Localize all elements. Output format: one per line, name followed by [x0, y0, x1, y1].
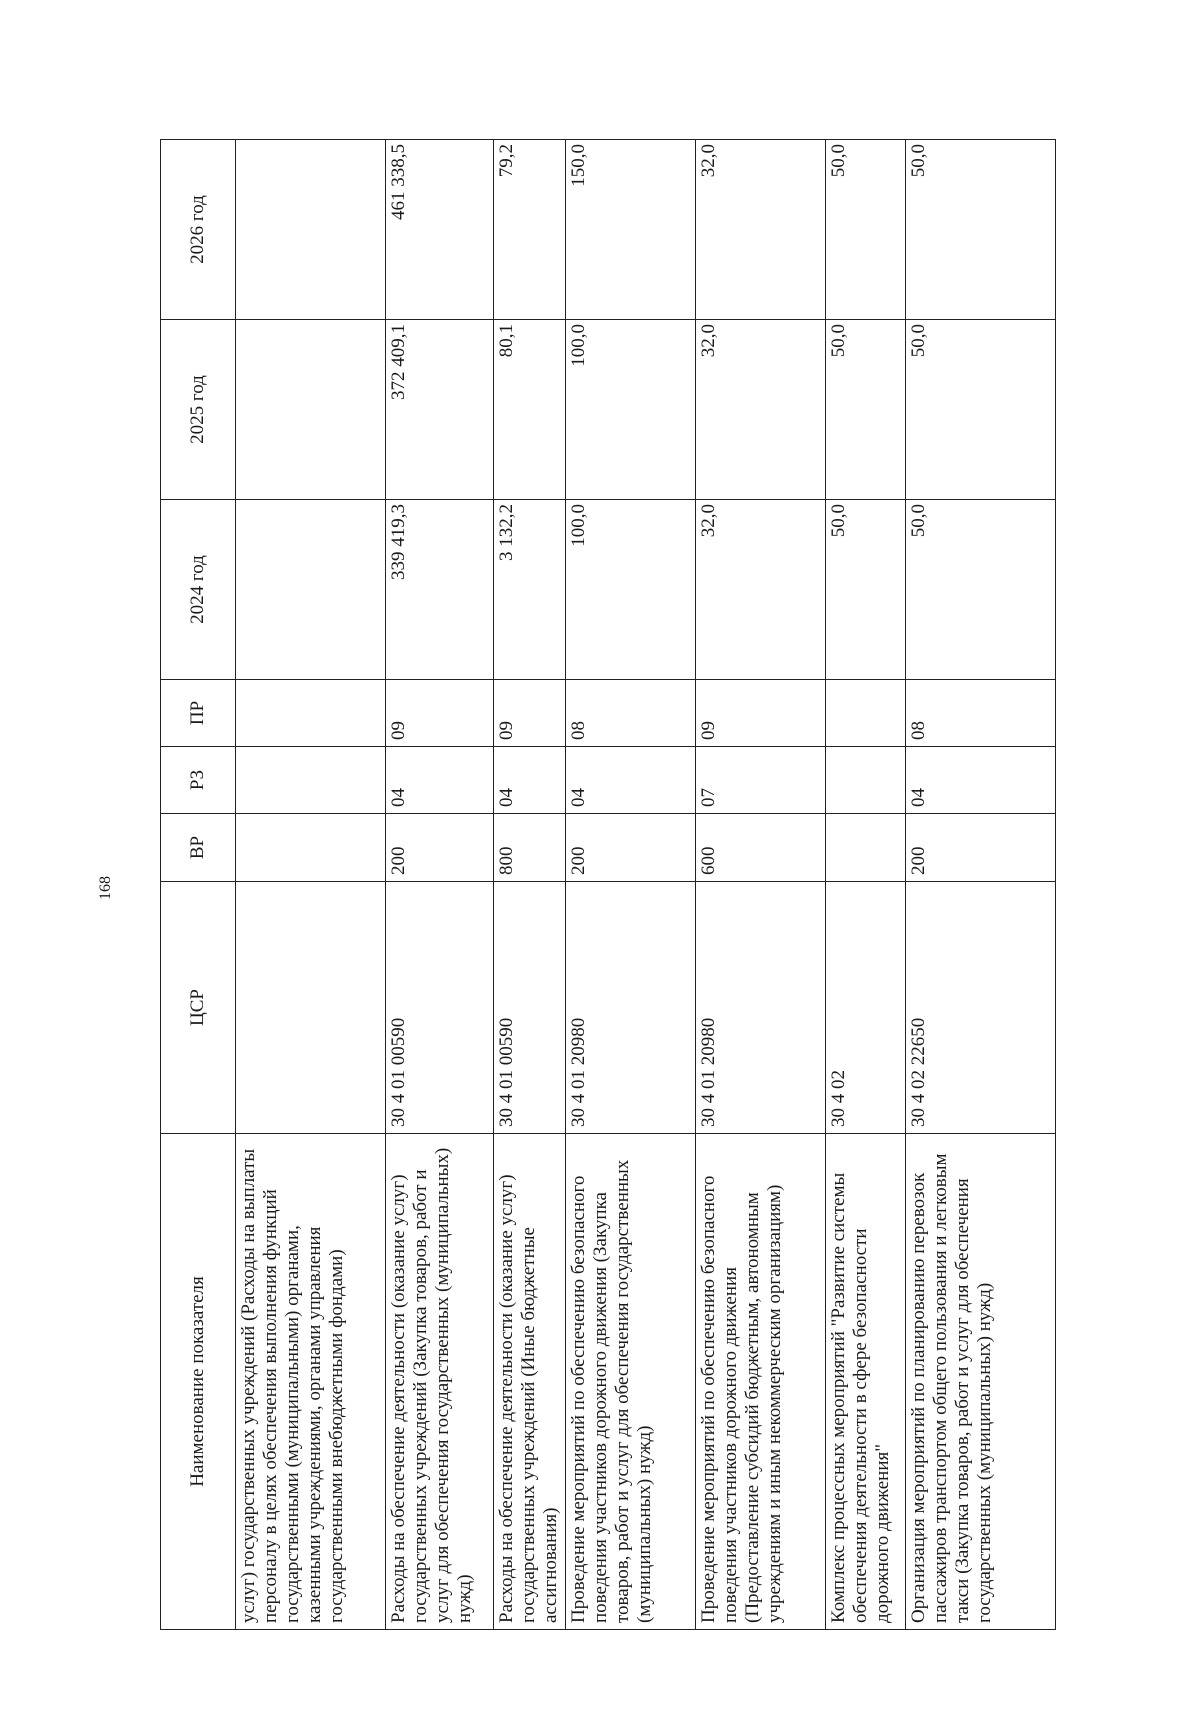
- cell-csr: 30 4 02: [826, 882, 906, 1134]
- cell-rz: [826, 747, 906, 814]
- cell-2025: 50,0: [826, 320, 906, 500]
- table-row: [236, 140, 386, 1630]
- table-row: [566, 140, 696, 1630]
- cell-2024: 100,0: [566, 500, 696, 680]
- cell-csr: [236, 882, 386, 1134]
- table-row: [696, 140, 826, 1630]
- table-row: [386, 140, 494, 1630]
- cell-2026: 50,0: [826, 140, 906, 320]
- cell-2026: 79,2: [494, 140, 566, 320]
- cell-2026: 461 338,5: [386, 140, 494, 320]
- cell-pr: 08: [906, 680, 1056, 747]
- cell-vr: 200: [906, 814, 1056, 882]
- cell-2024: 32,0: [696, 500, 826, 680]
- cell-2025: 50,0: [906, 320, 1056, 500]
- cell-rz: 04: [494, 747, 566, 814]
- cell-pr: 09: [696, 680, 826, 747]
- cell-pr: 09: [386, 680, 494, 747]
- cell-name: Проведение мероприятий по обеспечению безопасного поведения участников дорожного движения (Предоставление субсидий бюджетным, автономным учреждениям и иным некоммерческим организациям): [696, 1134, 826, 1630]
- cell-vr: 800: [494, 814, 566, 882]
- cell-csr: 30 4 02 22650: [906, 882, 1056, 1134]
- cell-csr: 30 4 01 20980: [696, 882, 826, 1134]
- header-vr: ВР: [161, 814, 236, 882]
- cell-rz: 04: [566, 747, 696, 814]
- cell-2025: [236, 320, 386, 500]
- header-2024: 2024 год: [161, 500, 236, 680]
- header-2025: 2025 год: [161, 320, 236, 500]
- cell-2025: 372 409,1: [386, 320, 494, 500]
- cell-2024: 3 132,2: [494, 500, 566, 680]
- cell-rz: 04: [386, 747, 494, 814]
- cell-2025: 100,0: [566, 320, 696, 500]
- cell-name: услуг) государственных учреждений (Расходы на выплаты персоналу в целях обеспечения выполнения функций государственными (муниципальными) органами, казенными учреждениями, органами управления государственными внебюджетными фондами): [236, 1134, 386, 1630]
- table-row: [494, 140, 566, 1630]
- cell-name: Комплекс процессных мероприятий "Развитие системы обеспечения деятельности в сфере безопасности дорожного движения": [826, 1134, 906, 1630]
- cell-csr: 30 4 01 00590: [386, 882, 494, 1134]
- cell-rz: 04: [906, 747, 1056, 814]
- cell-2025: 80,1: [494, 320, 566, 500]
- header-pr: ПР: [161, 680, 236, 747]
- table-header-row: [161, 140, 236, 1630]
- header-csr: ЦСР: [161, 882, 236, 1134]
- cell-name: Расходы на обеспечение деятельности (оказание услуг) государственных учреждений (Закупка товаров, работ и услуг для обеспечения государственных (муниципальных) нужд): [386, 1134, 494, 1630]
- cell-pr: [826, 680, 906, 747]
- cell-2024: [236, 500, 386, 680]
- cell-pr: 09: [494, 680, 566, 747]
- budget-table-rotated: [160, 140, 1055, 1630]
- page-number: 168: [97, 876, 114, 900]
- cell-rz: 07: [696, 747, 826, 814]
- cell-vr: 600: [696, 814, 826, 882]
- cell-name: Проведение мероприятий по обеспечению безопасного поведения участников дорожного движения (Закупка товаров, работ и услуг для обеспечения государственных (муниципальных) нужд): [566, 1134, 696, 1630]
- cell-vr: 200: [386, 814, 494, 882]
- cell-2025: 32,0: [696, 320, 826, 500]
- header-2026: 2026 год: [161, 140, 236, 320]
- cell-2026: 50,0: [906, 140, 1056, 320]
- cell-2026: 32,0: [696, 140, 826, 320]
- cell-csr: 30 4 01 20980: [566, 882, 696, 1134]
- table-row: [906, 140, 1056, 1630]
- cell-vr: [826, 814, 906, 882]
- header-rz: РЗ: [161, 747, 236, 814]
- cell-rz: [236, 747, 386, 814]
- budget-table: [160, 139, 1056, 1630]
- cell-vr: 200: [566, 814, 696, 882]
- header-name: Наименование показателя: [161, 1134, 236, 1630]
- cell-name: Организация мероприятий по планированию перевозок пассажиров транспортом общего пользования и легковым такси (Закупка товаров, работ и услуг для обеспечения государственных (муниципальных) нужд): [906, 1134, 1056, 1630]
- table-row: [826, 140, 906, 1630]
- cell-name: Расходы на обеспечение деятельности (оказание услуг) государственных учреждений (Иные бюджетные ассигнования): [494, 1134, 566, 1630]
- cell-vr: [236, 814, 386, 882]
- cell-2024: 50,0: [906, 500, 1056, 680]
- cell-2026: 150,0: [566, 140, 696, 320]
- cell-2026: [236, 140, 386, 320]
- cell-csr: 30 4 01 00590: [494, 882, 566, 1134]
- cell-2024: 50,0: [826, 500, 906, 680]
- cell-2024: 339 419,3: [386, 500, 494, 680]
- cell-pr: [236, 680, 386, 747]
- cell-pr: 08: [566, 680, 696, 747]
